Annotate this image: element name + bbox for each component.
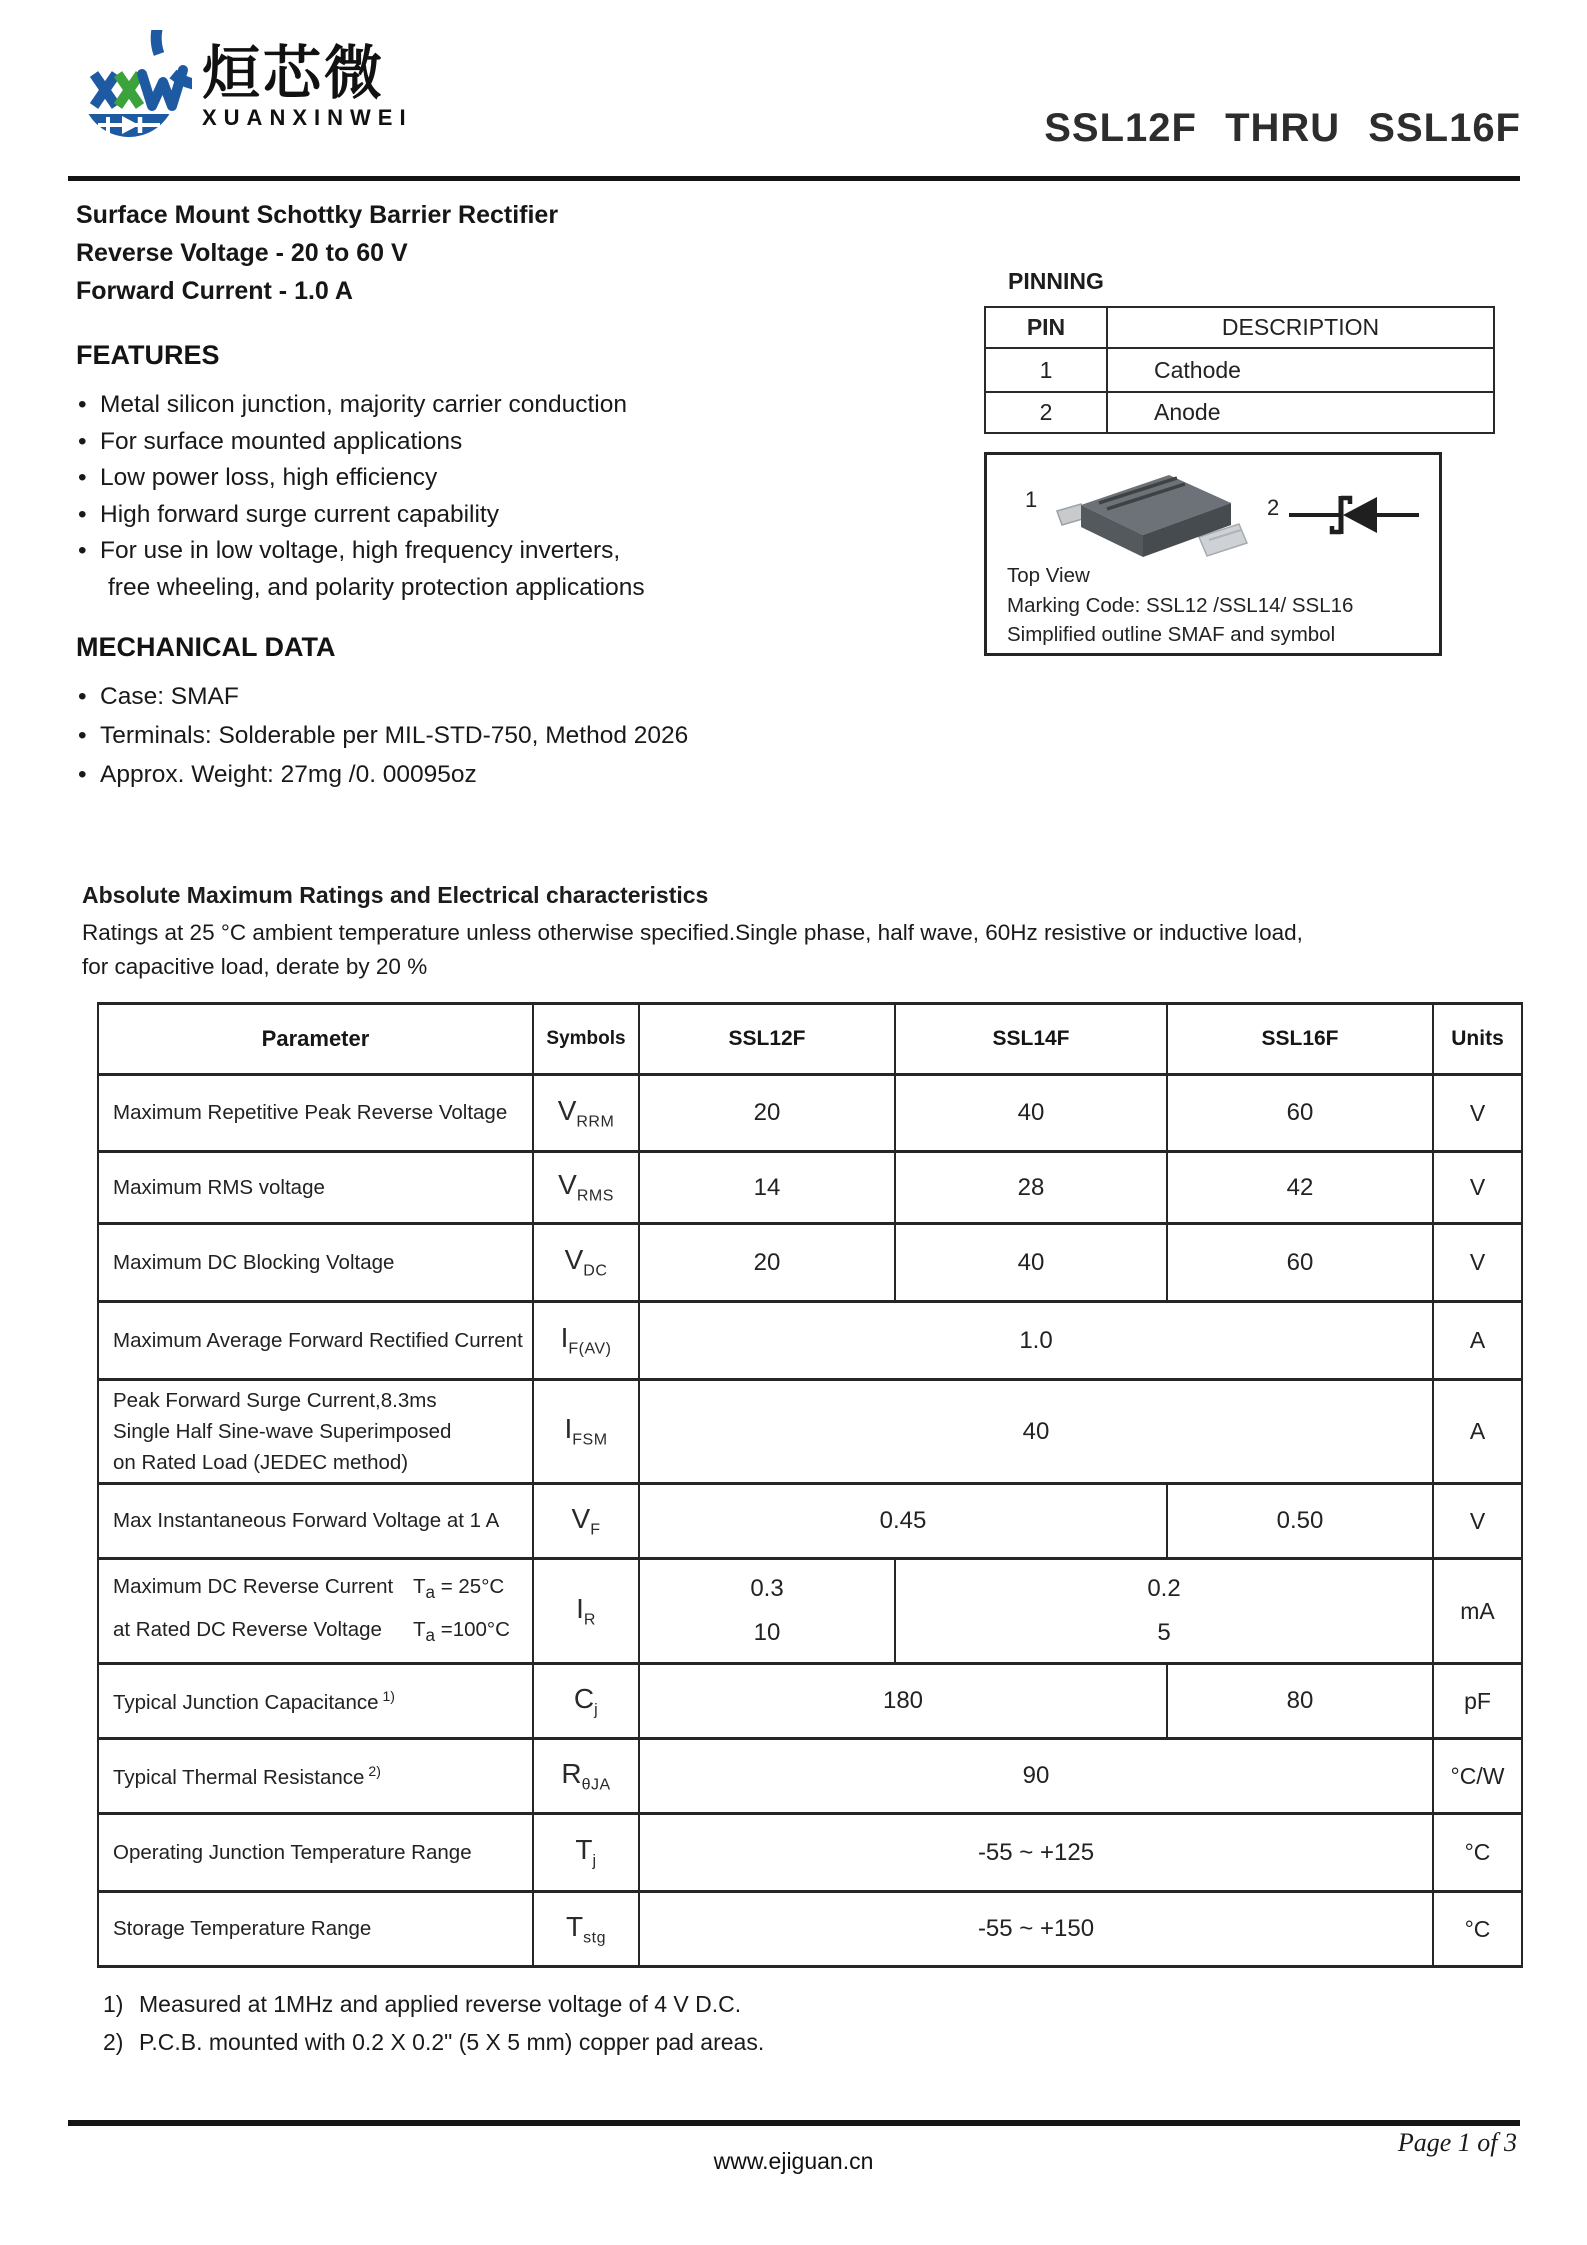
- page-number: Page 1 of 3: [1397, 2128, 1517, 2157]
- subtitle-line: Reverse Voltage - 20 to 60 V: [76, 239, 408, 267]
- parameter-name: Maximum DC Blocking Voltage: [98, 1224, 533, 1302]
- value-all-devices: 40: [639, 1380, 1433, 1484]
- mechanical-data-section: [76, 632, 926, 794]
- brand-logo: [70, 30, 413, 163]
- features-section: [76, 340, 926, 606]
- symbol-cell: $I_R$: [533, 1559, 639, 1664]
- ratings-heading: Absolute Maximum Ratings and Electrical characteristics: [82, 882, 709, 908]
- col-header-units: Units: [1433, 1004, 1522, 1075]
- parameter-name: Max Instantaneous Forward Voltage at 1 A: [98, 1484, 533, 1559]
- unit: V: [1433, 1484, 1522, 1559]
- parameter-name: Maximum RMS voltage: [98, 1152, 533, 1224]
- brand-name-english: XUANXINWEI: [202, 104, 413, 130]
- pinning-table: [984, 306, 1495, 434]
- value-all-devices: -55 ~ +125: [639, 1814, 1433, 1892]
- spec-row-vf: [98, 1484, 1522, 1559]
- spec-row-rthja: [98, 1739, 1522, 1814]
- brand-name-chinese: 烜芯微: [202, 41, 386, 106]
- features-heading: FEATURES: [76, 340, 220, 370]
- document-title: SSL12F THRU SSL16F: [1044, 106, 1521, 150]
- mechanical-item: • Approx. Weight: 27mg /0. 00095oz: [76, 755, 926, 794]
- value-ssl16f: 60: [1167, 1075, 1433, 1152]
- symbol-cell: $T_{stg}$: [533, 1892, 639, 1967]
- parameter-name: Typical Thermal Resistance $^{2)}$: [98, 1739, 533, 1814]
- spec-row-vrrm: [98, 1075, 1522, 1152]
- unit: mA: [1433, 1559, 1522, 1664]
- symbol-cell: $V_{RMS}$: [533, 1152, 639, 1224]
- symbol-cell: $V_{RRM}$: [533, 1075, 639, 1152]
- symbol-cell: $I_{FSM}$: [533, 1380, 639, 1484]
- col-header-parameter: Parameter: [98, 1004, 533, 1075]
- pinning-row: [985, 348, 1494, 392]
- unit: V: [1433, 1075, 1522, 1152]
- col-header-symbols: Symbols: [533, 1004, 639, 1075]
- ratings-description-line: for capacitive load, derate by 20 %: [82, 954, 428, 979]
- symbol-cell: $T_j$: [533, 1814, 639, 1892]
- ratings-description: [82, 916, 1532, 984]
- pin-column-header: PIN: [985, 307, 1107, 348]
- value-all-devices: 1.0: [639, 1302, 1433, 1380]
- unit: A: [1433, 1302, 1522, 1380]
- feature-item: • Metal silicon junction, majority carrier conduction: [76, 387, 926, 424]
- outline-caption-simplified: Simplified outline SMAF and symbol: [1007, 623, 1336, 646]
- unit: °C/W: [1433, 1739, 1522, 1814]
- mechanical-item: • Case: SMAF: [76, 677, 926, 716]
- value-ssl14f-ssl16f: 0.2 5: [895, 1559, 1433, 1664]
- pin-description: Anode: [1107, 392, 1494, 433]
- feature-item: • Low power loss, high efficiency: [76, 460, 926, 497]
- unit: °C: [1433, 1814, 1522, 1892]
- unit: A: [1433, 1380, 1522, 1484]
- feature-item: • High forward surge current capability: [76, 497, 926, 534]
- parameter-name: Maximum DC Reverse Current $T_a = 25^\circ C$ at Rated DC Reverse Voltage $T_a =100^\circ C$: [98, 1559, 533, 1664]
- subtitle-line: Surface Mount Schottky Barrier Rectifier: [76, 201, 559, 229]
- outline-caption-marking-code: Marking Code: SSL12 /SSL14/ SSL16: [1007, 593, 1354, 617]
- symbol-cell: $C_j$: [533, 1664, 639, 1739]
- value-ssl12f-ssl14f: 0.45: [639, 1484, 1167, 1559]
- description-column-header: DESCRIPTION: [1107, 307, 1494, 348]
- parameter-name: Maximum Repetitive Peak Reverse Voltage: [98, 1075, 533, 1152]
- unit: V: [1433, 1152, 1522, 1224]
- pinning-row: [985, 392, 1494, 433]
- value-ssl16f: 80: [1167, 1664, 1433, 1739]
- unit: °C: [1433, 1892, 1522, 1967]
- package-pin1-label: 1: [1025, 487, 1038, 512]
- footnote: 2) P.C.B. mounted with 0.2 X 0.2" (5 X 5 mm) copper pad areas.: [103, 2024, 764, 2062]
- pinning-heading: PINNING: [1008, 268, 1104, 294]
- parameter-name: Peak Forward Surge Current,8.3ms Single Half Sine-wave Superimposed on Rated Load (JEDEC method): [98, 1380, 533, 1484]
- spec-row-ifav: [98, 1302, 1522, 1380]
- value-ssl14f: 40: [895, 1224, 1167, 1302]
- unit: pF: [1433, 1664, 1522, 1739]
- spec-row-vdc: [98, 1224, 1522, 1302]
- footnote: 1) Measured at 1MHz and applied reverse voltage of 4 V D.C.: [103, 1986, 764, 2024]
- parameter-name: Typical Junction Capacitance $^{1)}$: [98, 1664, 533, 1739]
- package-pin2-label: 2: [1267, 495, 1280, 520]
- unit: V: [1433, 1224, 1522, 1302]
- value-ssl12f: 0.3 10: [639, 1559, 895, 1664]
- spec-row-ifsm: [98, 1380, 1522, 1484]
- feature-item: • For surface mounted applications: [76, 424, 926, 461]
- diode-symbol-icon: [1289, 487, 1419, 548]
- parameter-name: Storage Temperature Range: [98, 1892, 533, 1967]
- col-header-ssl12f: SSL12F: [639, 1004, 895, 1075]
- mechanical-item: • Terminals: Solderable per MIL-STD-750, Method 2026: [76, 716, 926, 755]
- col-header-ssl16f: SSL16F: [1167, 1004, 1433, 1075]
- value-ssl14f: 28: [895, 1152, 1167, 1224]
- feature-item: • For use in low voltage, high frequency inverters,: [76, 533, 926, 570]
- footer-divider: [68, 2120, 1520, 2126]
- spec-row-tj: [98, 1814, 1522, 1892]
- value-ssl16f: 0.50: [1167, 1484, 1433, 1559]
- brand-logo-icon: [70, 30, 192, 163]
- pin-number: 2: [985, 392, 1107, 433]
- footnote-ref: 1): [382, 1687, 395, 1704]
- value-all-devices: -55 ~ +150: [639, 1892, 1433, 1967]
- value-ssl16f: 60: [1167, 1224, 1433, 1302]
- website-link[interactable]: www.ejiguan.cn: [713, 2148, 874, 2174]
- spec-row-cj: [98, 1664, 1522, 1739]
- parameter-name: Maximum Average Forward Rectified Current: [98, 1302, 533, 1380]
- mechanical-heading: MECHANICAL DATA: [76, 632, 336, 662]
- spec-table-header-row: [98, 1004, 1522, 1075]
- spec-row-tstg: [98, 1892, 1522, 1967]
- value-ssl14f: 40: [895, 1075, 1167, 1152]
- pin-number: 1: [985, 348, 1107, 392]
- symbol-cell: $I_{F(AV)}$: [533, 1302, 639, 1380]
- symbol-cell: $V_{DC}$: [533, 1224, 639, 1302]
- footnotes: [103, 1986, 764, 2061]
- value-ssl12f: 14: [639, 1152, 895, 1224]
- smaf-package-icon: [1049, 461, 1259, 570]
- header-divider: [68, 176, 1520, 181]
- spec-row-vrms: [98, 1152, 1522, 1224]
- value-ssl12f: 20: [639, 1224, 895, 1302]
- subtitle-line: Forward Current - 1.0 A: [76, 277, 353, 305]
- package-outline-box: [984, 452, 1442, 656]
- footnote-ref: 2): [368, 1762, 381, 1779]
- product-subtitle: [76, 196, 558, 310]
- symbol-cell: $R_{\theta JA}$: [533, 1739, 639, 1814]
- spec-row-ir: [98, 1559, 1522, 1664]
- footnote-marker: 2): [103, 2028, 124, 2055]
- outline-caption-top-view: Top View: [1007, 564, 1090, 587]
- value-ssl12f-ssl14f: 180: [639, 1664, 1167, 1739]
- value-all-devices: 90: [639, 1739, 1433, 1814]
- value-ssl16f: 42: [1167, 1152, 1433, 1224]
- feature-item-continuation: free wheeling, and polarity protection applications: [108, 573, 645, 601]
- symbol-cell: $V_F$: [533, 1484, 639, 1559]
- value-ssl12f: 20: [639, 1075, 895, 1152]
- ratings-description-line: Ratings at 25 °C ambient temperature unless otherwise specified.Single phase, half wave, 60Hz resistive or inductive load,: [82, 920, 1303, 945]
- spec-table: [97, 1002, 1523, 1968]
- pin-description: Cathode: [1107, 348, 1494, 392]
- footnote-marker: 1): [103, 1991, 124, 2017]
- parameter-name: Operating Junction Temperature Range: [98, 1814, 533, 1892]
- col-header-ssl14f: SSL14F: [895, 1004, 1167, 1075]
